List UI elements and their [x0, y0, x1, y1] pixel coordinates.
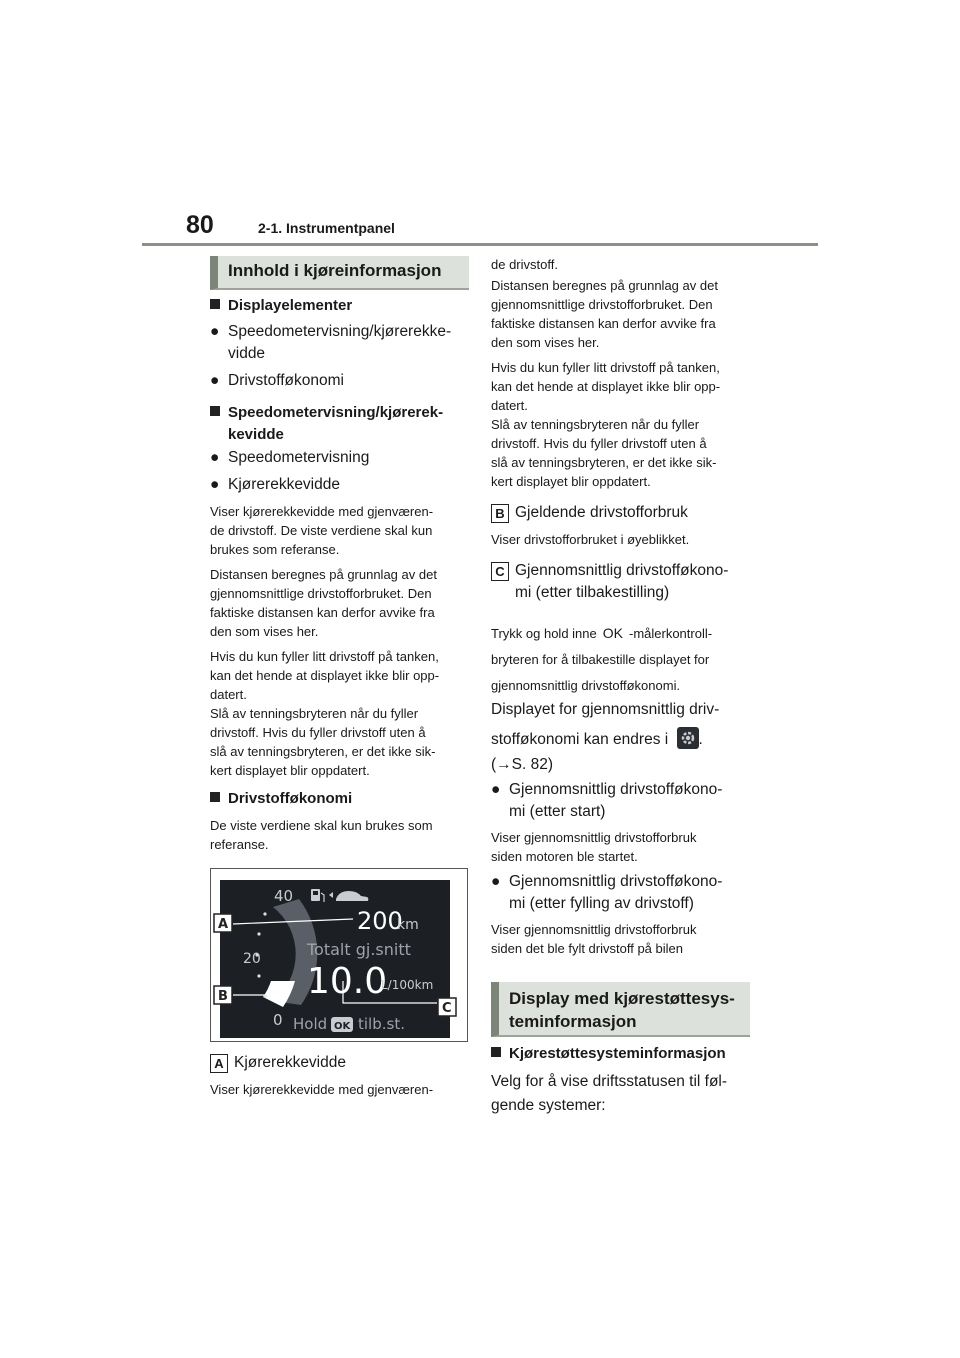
square-bullet-icon [491, 1047, 501, 1057]
header-rule [142, 243, 818, 246]
tick-20: 20 [243, 951, 261, 967]
ok-text: OK [334, 1021, 351, 1032]
heading-driving-support: Display med kjørestøttesys- teminformasjon [491, 982, 750, 1037]
bullet-dot-icon: ● [210, 372, 220, 389]
subheading-display-elements: Displayelementer [210, 297, 352, 314]
heading-driving-info: Innhold i kjøreinformasjon [210, 256, 469, 290]
right-paragraph-refuel: Hvis du kun fyller litt drivstoff på tanken, kan det hende at displayet ikke blir opp- datert. Slå av tenningsbryteren når du fyller drivstoff. Hvis du fyller drivstoff uten å slå av tenningsbryteren, er det ikke sik- kert displayet blir oppdatert. [491, 360, 721, 489]
paragraph-distance-calc: Distansen beregnes på grunnlag av det gjennomsnittlige drivstofforbruket. Den faktiske distansen kan derfor avvike fra den som vises her. [210, 567, 437, 639]
body-display-change: Displayet for gjennomsnittlig driv- stofføkonomi kan endres i . [491, 701, 720, 748]
gauge-dot [257, 974, 260, 977]
label-a-box: A [210, 1054, 228, 1073]
square-bullet-icon [210, 299, 220, 309]
bullet-dot-icon: ● [210, 476, 220, 493]
avg-unit: L/100km [381, 978, 434, 992]
page-reference: (→S. 82) [491, 756, 554, 773]
square-bullet-icon [210, 792, 220, 802]
bullet-fuel-economy: ● Drivstofføkonomi [210, 370, 344, 392]
tick-40: 40 [274, 887, 294, 905]
label-b-box: B [491, 504, 509, 523]
gauge-dot [257, 932, 260, 935]
right-cont: de drivstoff. [491, 257, 558, 272]
ok-button-icon: OK [602, 625, 623, 641]
settings-gear-icon [677, 727, 699, 749]
paragraph-reset-instruction: Trykk og hold inne OK -målerkontroll- bryteren for å tilbakestille displayet for gjennomsnittlig drivstofføkonomi. [491, 625, 713, 693]
tick-0: 0 [273, 1011, 283, 1029]
callout-a: A [218, 917, 229, 932]
bullet-range: ● Kjørerekkevidde [210, 474, 340, 496]
paragraph-range-a: Viser kjørerekkevidde med gjenværen- [210, 1082, 434, 1097]
bullet-dot-icon: ● [491, 781, 501, 798]
bullet-speedometer: ● Speedometervisning [210, 447, 369, 469]
section-title: 2-1. Instrumentpanel [258, 220, 395, 236]
reset-text: tilb.st. [358, 1015, 405, 1033]
label-c-row: C Gjennomsnittlig drivstofføkono- mi (etter tilbakestilling) [491, 560, 728, 604]
bullet-speedometer-range: ● Speedometervisning/kjørerekke- vidde [210, 323, 452, 362]
callout-c: C [442, 1001, 452, 1016]
subheading-speedometer-range: Speedometervisning/kjørerek- kevidde [210, 402, 443, 446]
paragraph-since-start: Viser gjennomsnittlig drivstofforbruk siden motoren ble startet. [491, 830, 697, 864]
range-unit: km [397, 917, 419, 933]
paragraph-since-refuel: Viser gjennomsnittlig drivstofforbruk siden det ble fylt drivstoff på bilen [491, 922, 697, 956]
display-illustration [210, 868, 468, 1042]
label-b-row: B Gjeldende drivstofforbruk [491, 502, 688, 524]
subheading-fuel-economy: Drivstofføkonomi [210, 790, 352, 807]
body-select-systems: Velg for å vise driftsstatusen til føl- gende systemer: [491, 1073, 728, 1114]
range-value: 200 [357, 907, 403, 935]
avg-value: 10.0 [307, 961, 388, 1002]
bullet-dot-icon: ● [491, 873, 501, 890]
square-bullet-icon [210, 406, 220, 416]
bullet-dot-icon: ● [210, 449, 220, 466]
bullet-avg-after-refuel: ● Gjennomsnittlig drivstofføkono- mi (etter fylling av drivstoff) [491, 873, 723, 912]
paragraph-refuel-note: Hvis du kun fyller litt drivstoff på tanken, kan det hende at displayet ikke blir opp- datert. Slå av tenningsbryteren når du fyller drivstoff. Hvis du fyller drivstoff uten å slå av tenningsbryteren, er det ikke sik- kert displayet blir oppdatert. [210, 649, 440, 778]
subheading-support-info: Kjørestøttesysteminformasjon [491, 1045, 726, 1062]
instrument-display-svg [211, 869, 467, 1041]
hold-text: Hold [293, 1015, 328, 1033]
paragraph-range-info: Viser kjørerekkevidde med gjenværen- de drivstoff. De viste verdiene skal kun brukes som referanse. [210, 504, 434, 557]
gauge-dot [263, 912, 266, 915]
paragraph-current-consumption: Viser drivstofforbruket i øyeblikket. [491, 532, 690, 547]
right-paragraph-distance: Distansen beregnes på grunnlag av det gjennomsnittlige drivstofforbruket. Den faktiske distansen kan derfor avvike fra den som vises her. [491, 278, 718, 350]
page-number: 80 [186, 211, 214, 239]
bullet-dot-icon: ● [210, 323, 220, 340]
label-c-box: C [491, 562, 509, 581]
paragraph-reference: De viste verdiene skal kun brukes som referanse. [210, 818, 433, 852]
callout-b: B [218, 989, 228, 1004]
label-a-row: A Kjørerekkevidde [210, 1052, 346, 1074]
bullet-avg-after-start: ● Gjennomsnittlig drivstofføkono- mi (etter start) [491, 781, 723, 820]
avg-label: Totalt gj.snitt [307, 940, 411, 959]
